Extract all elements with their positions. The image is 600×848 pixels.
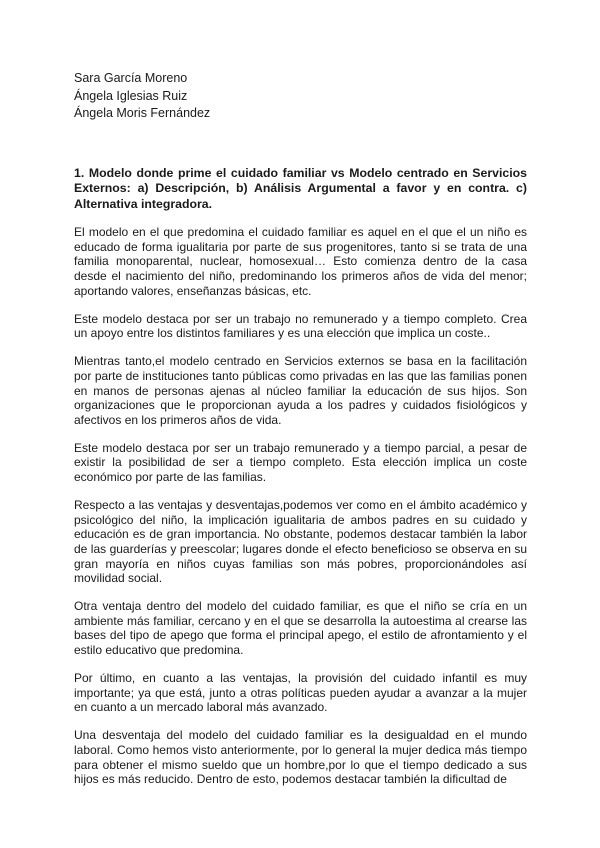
paragraph: Por último, en cuanto a las ventajas, la provisión del cuidado infantil es muy importante; ya que está, junto a otras políticas pueden ayudar a avanzar a la mujer en cuanto a un mercado laboral más avanzado. [74,671,527,715]
paragraph: Este modelo destaca por ser un trabajo no remunerado y a tiempo completo. Crea un apoyo entre los distintos familiares y es una elección que implica un coste.. [74,311,527,341]
author-name: Ángela Iglesias Ruiz [74,88,188,103]
paragraph: Este modelo destaca por ser un trabajo remunerado y a tiempo parcial, a pesar de existir la posibilidad de ser a tiempo completo. Esta elección implica un coste económico por parte de las familias. [74,440,527,485]
document-body [74,166,527,800]
author-name: Sara García Moreno [74,71,188,85]
paragraph: Una desventaja del modelo del cuidado familiar es la desigualdad en el mundo laboral. Como hemos visto anteriormente, por lo general la mujer dedica más tiempo para obtener el mismo sueldo que un hombre,por lo que el tiempo dedicado a sus hijos es más reducido. Dentro de esto, podemos destacar también la dificultad de [74,728,527,787]
paragraph: El modelo en el que predomina el cuidado familiar es aquel en el que el un niño es educado de forma igualitaria por parte de sus progenitores, tanto si se trata de una familia monoparental, nuclear, homosexual… Esto comienza dentro de la casa desde el nacimiento del niño, predominando los primeros años de vida del menor; aportando valores, enseñanzas básicas, etc. [74,225,527,298]
paragraph: Mientras tanto,el modelo centrado en Servicios externos se basa en la facilitación por parte de instituciones tanto públicas como privadas en las que las familias ponen en manos de personas ajenas al núcleo familiar la educación de sus hijos. Son organizaciones que le proporcionan ayuda a los padres y cuidados fisiológicos y afectivos en los primeros años de vida. [74,354,527,427]
paragraph: Respecto a las ventajas y desventajas,podemos ver como en el ámbito académico y psicológico del niño, la implicación igualitaria de ambos padres en su cuidado y educación es de gran importancia. No obstante, podemos destacar también la labor de las guarderías y preescolar; lugares donde el efecto beneficioso se observa en su gran mayoría en niños cuyas familias son más pobres, proporcionándoles así movilidad social. [74,498,527,586]
paragraph: Otra ventaja dentro del modelo del cuidado familiar, es que el niño se cría en un ambiente más familiar, cercano y en el que se desarrolla la autoestima al crearse las bases del tipo de apego que forma el principal apego, el estilo de afrontamiento y el estilo educativo que predomina. [74,599,527,657]
section-heading: 1. Modelo donde prime el cuidado familiar vs Modelo centrado en Servicios Externos: a) Descripción, b) Análisis Argumental a favor y en contra. c) Alternativa integradora. [74,166,527,211]
author-name: Ángela Moris Fernández [74,106,211,120]
author-list [74,70,374,123]
